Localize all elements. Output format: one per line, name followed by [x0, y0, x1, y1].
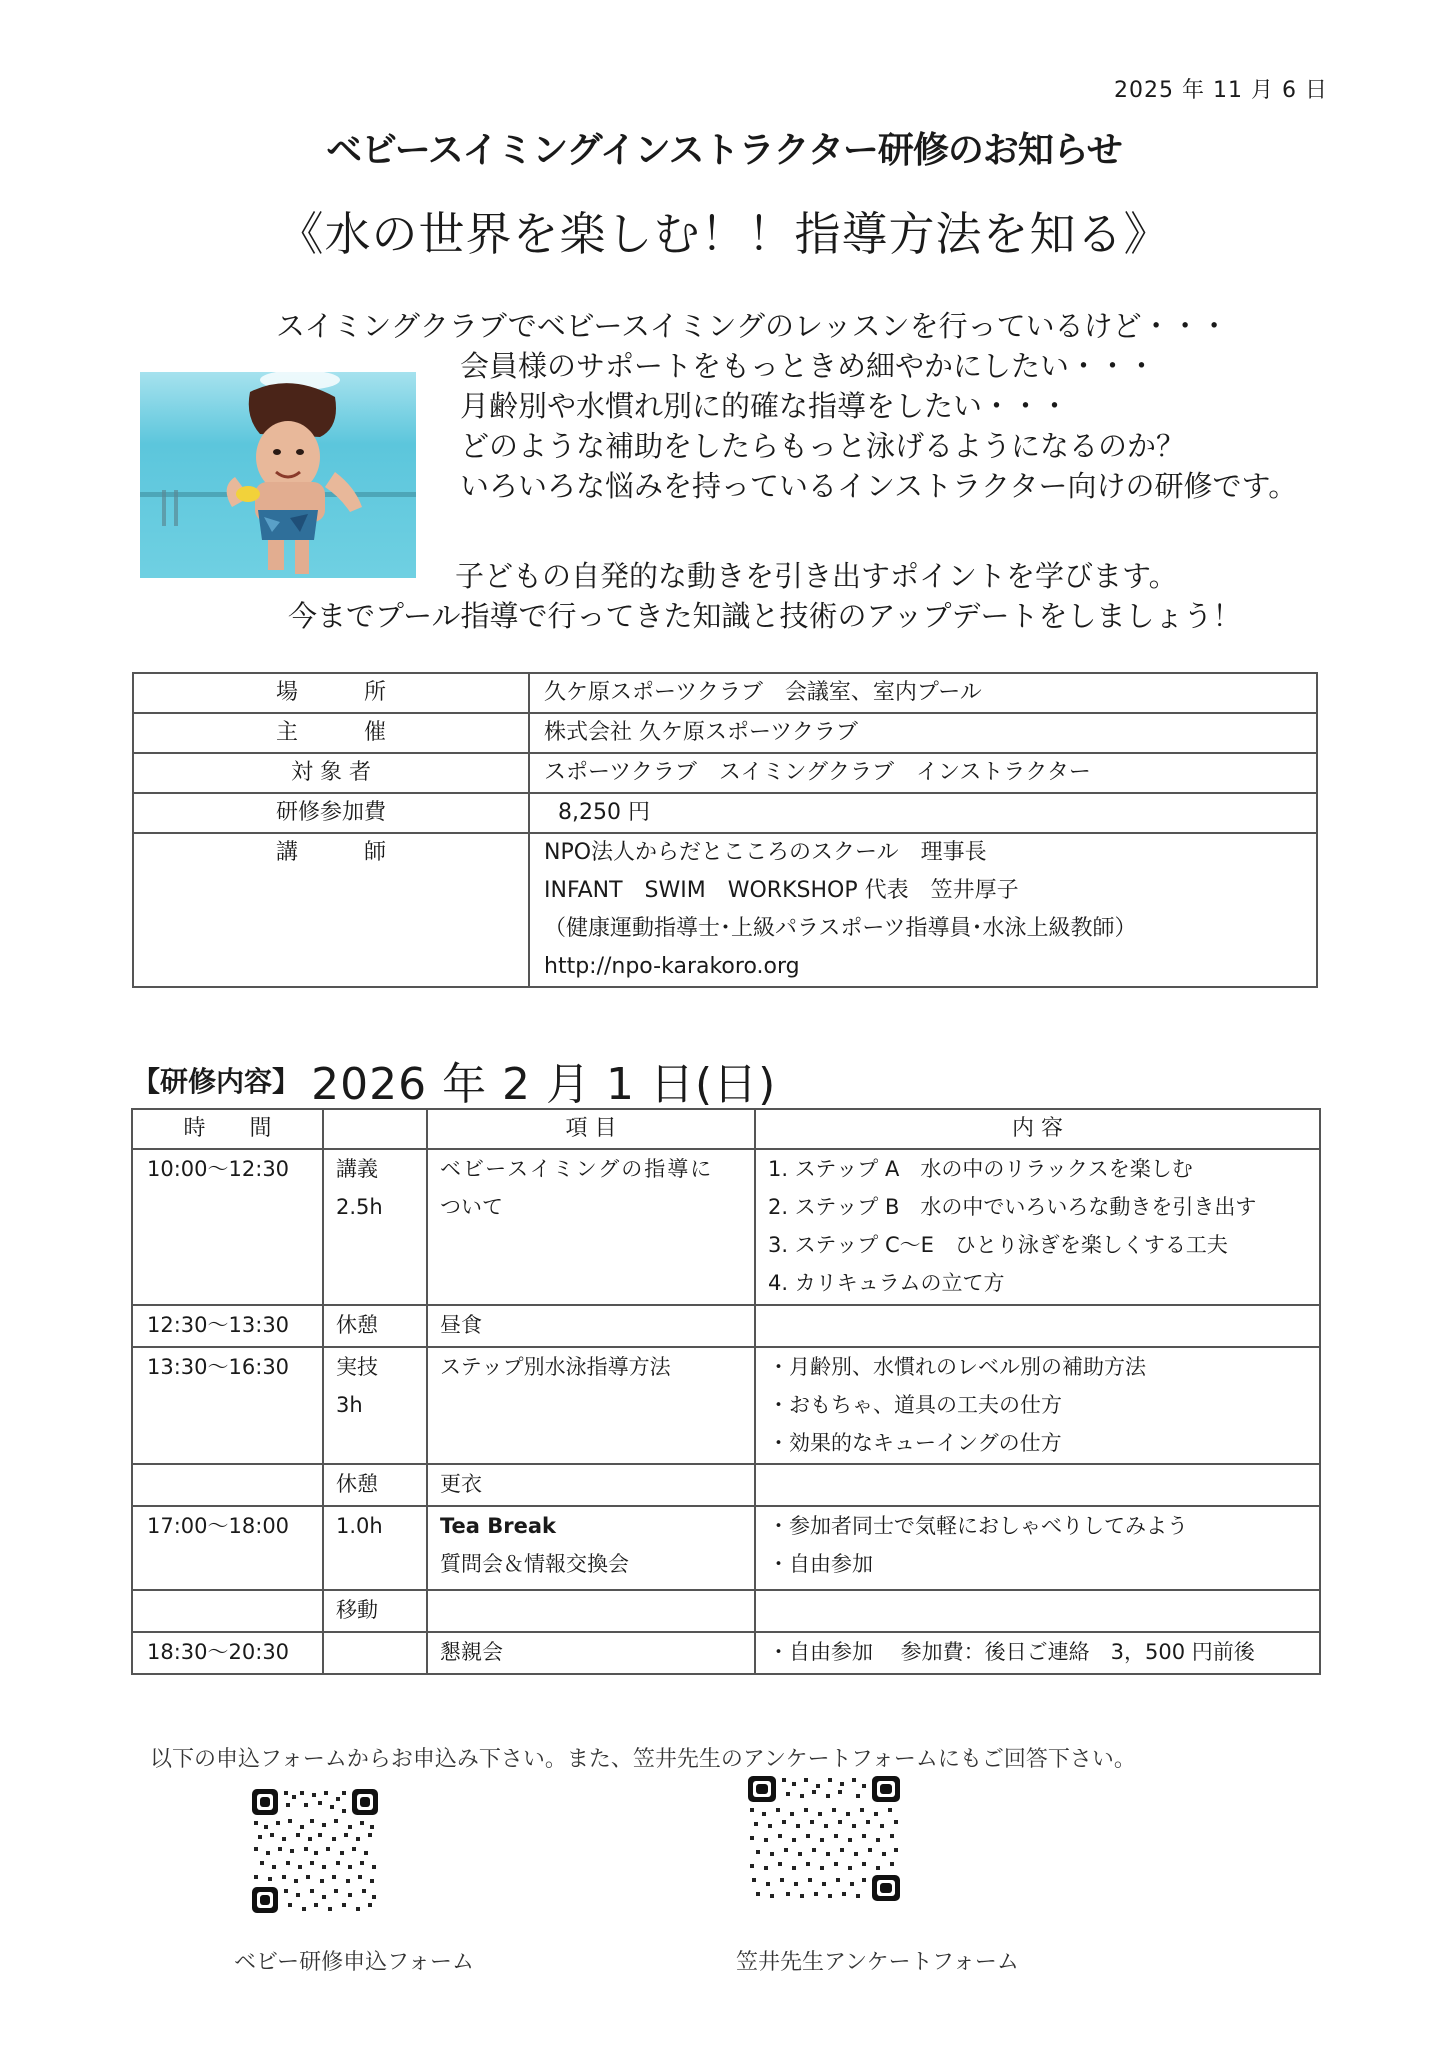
schedule-content: [755, 1305, 1320, 1347]
col-header-type: [323, 1109, 427, 1149]
intro-concern: いろいろな悩みを持っているインストラクター向けの研修です。: [460, 469, 1298, 503]
info-label: 講 師: [133, 833, 529, 987]
schedule-content: ・自由参加 参加費：後日ご連絡 3，500 円前後: [755, 1632, 1320, 1674]
info-value: 久ケ原スポーツクラブ 会議室、室内プール: [529, 673, 1317, 713]
schedule-item: 昼食: [427, 1305, 755, 1347]
intro-point-2: 今までプール指導で行ってきた知識と技術のアップデートをしましょう！: [288, 599, 1242, 633]
intro-concerns: [460, 346, 1297, 506]
info-row-fee: [133, 793, 1317, 833]
schedule-time: 10:00～12:30: [132, 1149, 323, 1305]
schedule-item: [427, 1590, 755, 1632]
schedule-item: 更衣: [427, 1464, 755, 1506]
intro-concern: どのような補助をしたらもっと泳げるようになるのか？: [460, 429, 1186, 463]
schedule-content: [755, 1590, 1320, 1632]
survey-form-qr-code[interactable]: [748, 1776, 900, 1901]
schedule-time: 18:30～20:30: [132, 1632, 323, 1674]
info-value: スポーツクラブ スイミングクラブ インストラクター: [529, 753, 1317, 793]
intro-line-1: スイミングクラブでベビースイミングのレッスンを行っているけど・・・: [276, 309, 1229, 343]
info-value: 8,250 円: [529, 793, 1317, 833]
schedule-type: [323, 1632, 427, 1674]
col-header-item: 項 目: [427, 1109, 755, 1149]
col-header-time: 時 間: [132, 1109, 323, 1149]
info-value: [529, 833, 1317, 987]
schedule-type: 移動: [323, 1590, 427, 1632]
application-form-qr-code[interactable]: [252, 1789, 378, 1913]
schedule-time: 17:00～18:00: [132, 1506, 323, 1590]
intro-concern: 会員様のサポートをもっときめ細やかにしたい・・・: [460, 349, 1157, 383]
schedule-heading-tag: 【研修内容】: [132, 1065, 301, 1098]
document-title: ベビースイミングインストラクター研修のお知らせ: [326, 130, 1122, 171]
survey-form-caption: 笠井先生アンケートフォーム: [736, 1950, 1019, 1975]
schedule-table: [131, 1108, 1321, 1675]
schedule-time: [132, 1464, 323, 1506]
schedule-content: ・月齢別、水慣れのレベル別の補助方法 ・おもちゃ、道具の工夫の仕方 ・効果的なキューイングの仕方: [755, 1347, 1320, 1464]
lecturer-line: INFANT SWIM WORKSHOP 代表 笠井厚子: [544, 878, 1019, 903]
schedule-type: 休憩: [323, 1464, 427, 1506]
schedule-item: 懇親会: [427, 1632, 755, 1674]
schedule-date: 2026 年 2 月 1 日(日): [311, 1059, 777, 1110]
lecturer-line: NPO法人からだとこころのスクール 理事長: [544, 840, 987, 865]
lecturer-line: （健康運動指導士･上級パラスポーツ指導員･水泳上級教師）: [544, 916, 1137, 941]
swimming-child-photo: [140, 372, 416, 578]
info-value: 株式会社 久ケ原スポーツクラブ: [529, 713, 1317, 753]
intro-point-1: 子どもの自発的な動きを引き出すポイントを学びます。: [455, 559, 1178, 593]
info-row-venue: [133, 673, 1317, 713]
intro-concern: 月齢別や水慣れ別に的確な指導をしたい・・・: [460, 389, 1070, 423]
application-form-caption: ベビー研修申込フォーム: [234, 1950, 475, 1975]
info-row-audience: [133, 753, 1317, 793]
schedule-row: [132, 1590, 1320, 1632]
info-label: 場 所: [133, 673, 529, 713]
info-label: 研修参加費: [133, 793, 529, 833]
schedule-row: [132, 1464, 1320, 1506]
schedule-row: [132, 1149, 1320, 1305]
schedule-content: ・参加者同士で気軽におしゃべりしてみよう ・自由参加: [755, 1506, 1320, 1590]
schedule-type: 講義 2.5h: [323, 1149, 427, 1305]
info-row-organizer: [133, 713, 1317, 753]
info-label: 対 象 者: [133, 753, 529, 793]
schedule-content: [755, 1464, 1320, 1506]
schedule-header-row: [132, 1109, 1320, 1149]
schedule-content: 1. ステップ A 水の中のリラックスを楽しむ 2. ステップ B 水の中でいろいろな動きを引き出す 3. ステップ C～E ひとり泳ぎを楽しくする工夫 4. カリキュラムの立て方: [755, 1149, 1320, 1305]
lecturer-website-link[interactable]: http://npo-karakoro.org: [544, 954, 800, 979]
schedule-time: 13:30～16:30: [132, 1347, 323, 1464]
schedule-item: ベビースイミングの指導に ついて: [427, 1149, 755, 1305]
schedule-row: [132, 1506, 1320, 1590]
schedule-time: 12:30～13:30: [132, 1305, 323, 1347]
schedule-row: [132, 1305, 1320, 1347]
schedule-item: ステップ別水泳指導方法: [427, 1347, 755, 1464]
schedule-row: [132, 1632, 1320, 1674]
document-date: 2025 年 11 月 6 日: [1114, 78, 1328, 103]
schedule-heading: [132, 1048, 776, 1112]
application-instructions: 以下の申込フォームからお申込み下さい。また、笠井先生のアンケートフォームにもご回答下さい。: [150, 1747, 1136, 1772]
schedule-item: Tea Break 質問会＆情報交換会: [427, 1506, 755, 1590]
schedule-time: [132, 1590, 323, 1632]
schedule-row: [132, 1347, 1320, 1464]
schedule-type: 実技 3h: [323, 1347, 427, 1464]
info-row-lecturer: [133, 833, 1317, 987]
document-subtitle: 《水の世界を楽しむ！！指導方法を知る》: [277, 207, 1171, 261]
schedule-type: 休憩: [323, 1305, 427, 1347]
info-table: [132, 672, 1318, 988]
col-header-content: 内 容: [755, 1109, 1320, 1149]
schedule-type: 1.0h: [323, 1506, 427, 1590]
info-label: 主 催: [133, 713, 529, 753]
